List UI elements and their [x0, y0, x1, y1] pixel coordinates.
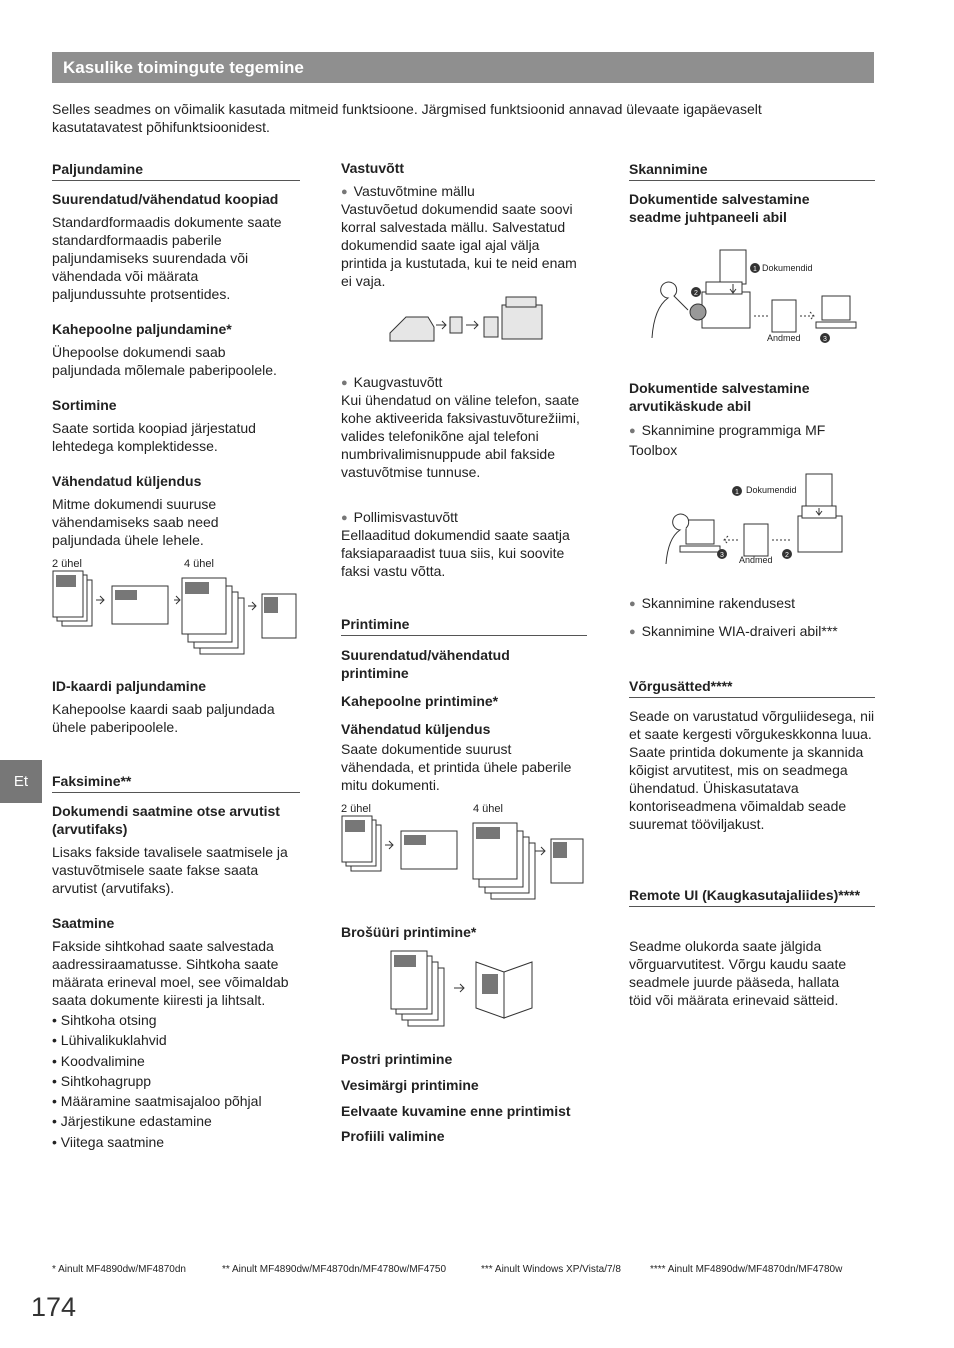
fax-sub-receive: Vastuvõtt	[341, 160, 405, 176]
page-number: 174	[31, 1292, 77, 1322]
copy-text-sort: Saate sortida koopiad järjestatud lehtedega komplektidesse.	[52, 420, 256, 454]
footnote-4: **** Ainult MF4890dw/MF4870dn/MF4780w	[650, 1264, 843, 1275]
copy-sub-enlarge: Suurendatud/vähendatud koopiad	[52, 191, 279, 207]
fax-receive-illustration	[388, 295, 548, 351]
print-sub-profile: Profiili valimine	[341, 1128, 445, 1144]
scan-panel-illustration	[650, 248, 860, 348]
svg-text:2: 2	[785, 552, 789, 559]
copy-sub-id: ID-kaardi paljundamine	[52, 678, 207, 694]
copy-text-duplex: Ühepoolse dokumendi saab paljundada mõlemale paberipoolele.	[52, 344, 277, 378]
svg-text:3: 3	[823, 336, 827, 343]
heading-network: Võrgusätted****	[629, 677, 875, 698]
print-sub-nup: Vähendatud küljendus	[341, 721, 491, 737]
print-nup-illustration	[341, 815, 587, 905]
fax-send-list	[52, 1010, 300, 1152]
copy-text-nup: Mitme dokumendi suuruse vähendamiseks saab need paljundada ühele lehele.	[52, 496, 219, 548]
heading-remote-ui: Remote UI (Kaugkasutajaliides)****	[629, 886, 875, 907]
network-text: Seade on varustatud võrguliidesega, nii et saate kergesti võrgukeskkonna luua. Saate printida dokumente ja skannida kõigist arvutitest, mis on seadmega ühendatud. Ühiskasutatava kontoriseadmena võimaldab seade suuremat tööviljakust.	[629, 708, 875, 832]
svg-text:1: 1	[735, 489, 739, 496]
copy-sub-sort: Sortimine	[52, 397, 117, 413]
receive-poll-head: ● Pollimisvastuvõtt	[341, 508, 587, 528]
scan-application: ● Skannimine rakendusest	[629, 594, 875, 614]
receive-memory-text: Vastuvõetud dokumendid saate soovi korral salvestada mällu. Salvestatud dokumendid saate igal ajal välja printida ja kustutada, kui te neid enam ei vaja.	[341, 201, 577, 289]
receive-memory-head: ● Vastuvõtmine mällu	[341, 182, 587, 202]
copy-nup-illustration	[52, 570, 302, 660]
scan-toolbox: ● Skannimine programmiga MF Toolbox	[629, 421, 829, 459]
scan-sub-panel: Dokumentide salvestamine seadme juhtpaneeli abil	[629, 191, 810, 225]
footnote-2: ** Ainult MF4890dw/MF4870dn/MF4780w/MF4750	[222, 1264, 447, 1275]
label-documents: Dokumendid	[746, 485, 797, 495]
footnote-1: * Ainult MF4890dw/MF4870dn	[52, 1264, 186, 1275]
fax-sub-send: Saatmine	[52, 915, 115, 931]
svg-text:3: 3	[720, 552, 724, 559]
fax-text-pcfax: Lisaks fakside tavalisele saatmisele ja vastuvõtmisele saate fakse saata arvutist (arvutifaks).	[52, 844, 288, 896]
label-4-on-1: 4 ühel	[184, 558, 214, 570]
receive-remote-text: Kui ühendatud on väline telefon, saate kohe aktiveerida faksivastuvõturežiimi, valides telefonikõne ajal telefoni numbrivalimisnuppude abil fakside vastuvõtmise tunnuse.	[341, 392, 580, 480]
intro-text: Selles seadmes on võimalik kasutada mitmeid funktsioone. Järgmised funktsioonid annavad ülevaate igapäevaselt kasutatavatest põhifunktsioonidest.	[52, 101, 762, 135]
list-item: • Sihtkoha otsing	[52, 1010, 300, 1030]
list-item: • Koodvalimine	[52, 1051, 300, 1071]
heading-copy: Paljundamine	[52, 160, 300, 181]
heading-print: Printimine	[341, 615, 587, 636]
list-item: • Lühivalikuklahvid	[52, 1030, 300, 1050]
svg-text:1: 1	[753, 266, 757, 273]
fax-sub-pcfax: Dokumendi saatmine otse arvutist (arvutifaks)	[52, 803, 280, 837]
label-2-on-1: 2 ühel	[341, 803, 371, 815]
label-2-on-1: 2 ühel	[52, 558, 82, 570]
copy-sub-duplex: Kahepoolne paljundamine*	[52, 321, 232, 337]
heading-scan: Skannimine	[629, 160, 875, 181]
copy-sub-nup: Vähendatud küljendus	[52, 473, 202, 489]
copy-text-id: Kahepoolse kaardi saab paljundada ühele paberipoolele.	[52, 701, 275, 735]
scan-sub-pc: Dokumentide salvestamine arvutikäskude abil	[629, 380, 810, 414]
list-item: • Viitega saatmine	[52, 1132, 300, 1152]
scan-wia: ● Skannimine WIA-draiveri abil***	[629, 622, 875, 642]
list-item: • Järjestikune edastamine	[52, 1111, 300, 1131]
svg-text:2: 2	[694, 290, 698, 297]
footnote-3: *** Ainult Windows XP/Vista/7/8	[481, 1264, 621, 1275]
label-data: Andmed	[767, 333, 801, 343]
print-sub-duplex: Kahepoolne printimine*	[341, 693, 499, 709]
label-data: Andmed	[739, 555, 773, 565]
section-banner: Kasulike toimingute tegemine	[52, 52, 874, 83]
label-documents: Dokumendid	[762, 263, 813, 273]
heading-fax: Faksimine**	[52, 772, 300, 793]
label-4-on-1: 4 ühel	[473, 803, 503, 815]
print-sub-poster: Postri printimine	[341, 1051, 453, 1067]
fax-text-send: Fakside sihtkohad saate salvestada aadressiraamatusse. Sihtkoha saate määrata erineval moel, see võimaldab saata dokumente kiiresti ja lihtsalt.	[52, 938, 289, 1008]
booklet-illustration	[390, 950, 540, 1030]
language-tab: Et	[0, 760, 42, 803]
print-sub-enlarge: Suurendatud/vähendatud printimine	[341, 647, 510, 681]
list-item: • Määramine saatmisajaloo põhjal	[52, 1091, 300, 1111]
receive-poll-text: Eellaaditud dokumendid saate saatja faksiaparaadist tuua siis, kui soovite faksi vastu võtta.	[341, 527, 570, 579]
print-text-nup: Saate dokumentide suurust vähendada, et printida ühele paberile mitu dokumenti.	[341, 741, 572, 793]
print-sub-watermark: Vesimärgi printimine	[341, 1077, 479, 1093]
list-item: • Sihtkohagrupp	[52, 1071, 300, 1091]
receive-remote-head: ● Kaugvastuvõtt	[341, 373, 587, 393]
print-sub-preview: Eelvaate kuvamine enne printimist	[341, 1103, 571, 1119]
copy-text-enlarge: Standardformaadis dokumente saate standardformaadis paberile paljundamiseks suurendada või vähendada või määrata paljundussuhte protsentides.	[52, 214, 282, 302]
print-sub-booklet: Brošüüri printimine*	[341, 924, 477, 940]
remote-ui-text: Seadme olukorda saate jälgida võrguarvutitest. Võrgu kaudu saate seadmele juurde pääseda, hallata töid või määrata erinevaid sätteid.	[629, 938, 847, 1008]
